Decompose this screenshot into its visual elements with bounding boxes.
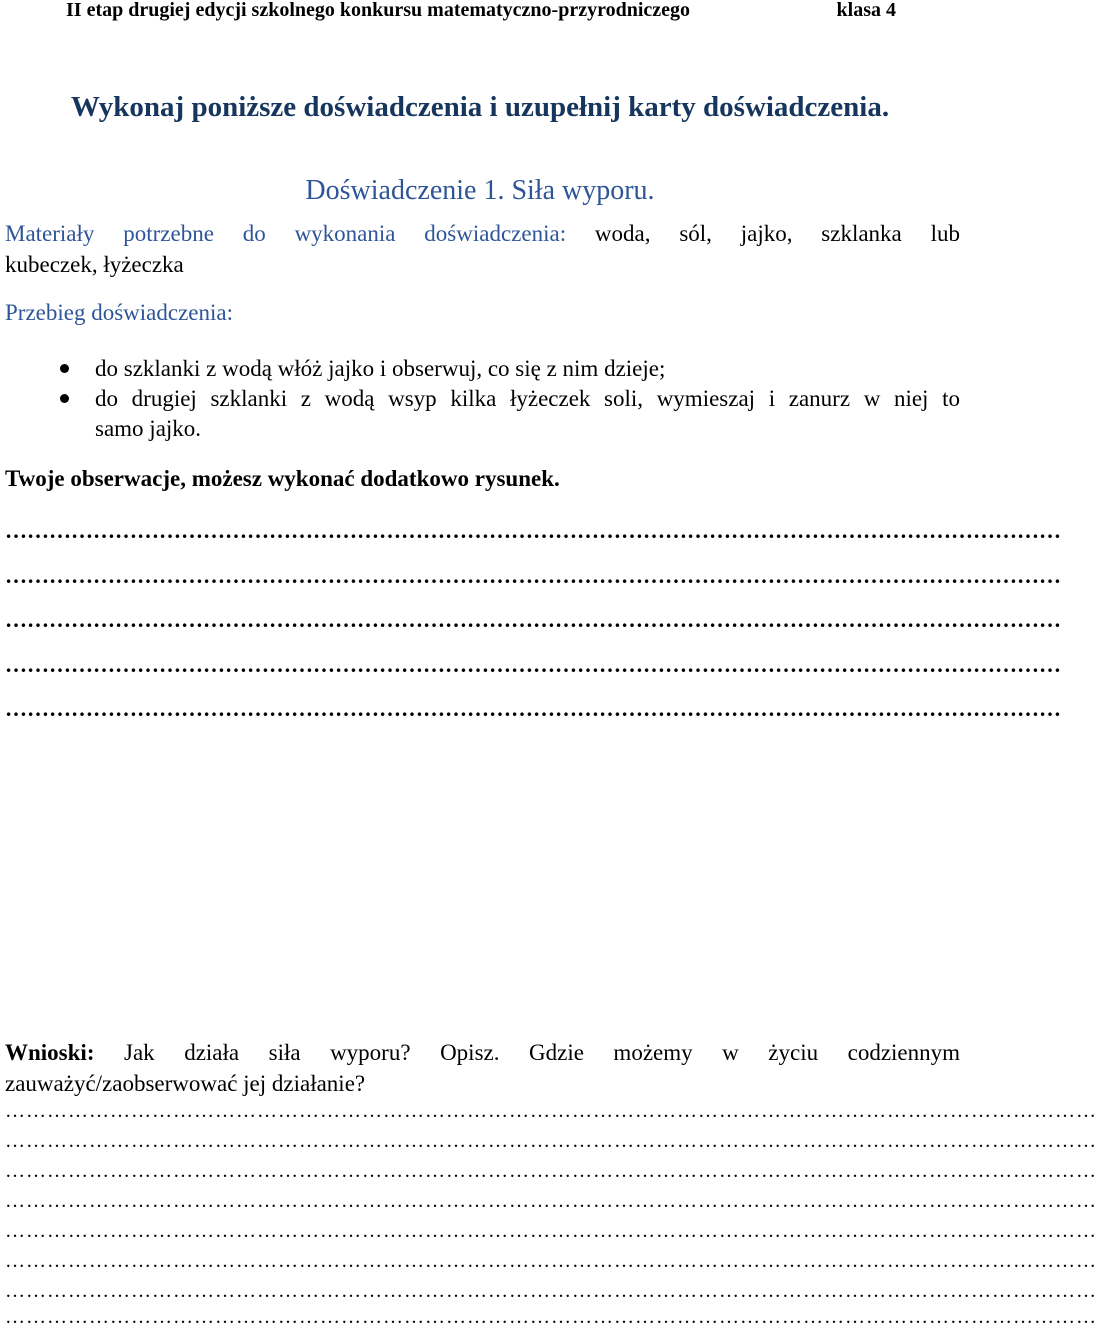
conclusion-answer-line[interactable]: ………………………………………………………………………………………………………………………………………… — [5, 1100, 1097, 1122]
observation-answer-line[interactable]: ……………………………………………………………………………………………………………………………… — [5, 652, 1061, 677]
step-2: do drugiej szklanki z wodą wsyp kilka łyżeczek soli, wymieszaj i zanurz w niej to — [95, 386, 960, 411]
grade-label: klasa 4 — [836, 0, 896, 21]
observation-answer-line[interactable]: ……………………………………………………………………………………………………………………………… — [5, 518, 1061, 543]
materials-text-continued: kubeczek, łyżeczka — [5, 252, 184, 277]
conclusion-answer-line[interactable]: ………………………………………………………………………………………………………………………………………… — [5, 1280, 1097, 1302]
conclusion-answer-line[interactable]: ………………………………………………………………………………………………………………………………………… — [5, 1250, 1097, 1272]
step-2-continued: samo jajko. — [95, 416, 202, 441]
contest-header: II etap drugiej edycji szkolnego konkursu matematyczno-przyrodniczego — [66, 0, 691, 21]
main-title: Wykonaj poniższe doświadczenia i uzupełnij karty doświadczenia. — [70, 91, 890, 123]
conclusions-line — [5, 1037, 960, 1068]
observation-answer-line[interactable]: ……………………………………………………………………………………………………………………………… — [5, 696, 1061, 721]
conclusion-answer-line[interactable]: ………………………………………………………………………………………………………………………………………… — [5, 1306, 1097, 1328]
observation-answer-line[interactable]: ……………………………………………………………………………………………………………………………… — [5, 563, 1061, 588]
conclusion-answer-line[interactable]: ………………………………………………………………………………………………………………………………………… — [5, 1220, 1097, 1242]
materials-label: Materiały potrzebne do wykonania doświadczenia: — [5, 221, 567, 246]
conclusions-question: Jak działa siła wyporu? Opisz. Gdzie możemy w życiu codziennym — [124, 1040, 961, 1065]
conclusion-answer-line[interactable]: ………………………………………………………………………………………………………………………………………… — [5, 1190, 1097, 1212]
conclusions-question-continued: zauważyć/zaobserwować jej działanie? — [5, 1071, 366, 1096]
observations-label: Twoje obserwacje, możesz wykonać dodatkowo rysunek. — [5, 466, 560, 491]
procedure-label: Przebieg doświadczenia: — [5, 300, 233, 325]
materials-line — [5, 218, 960, 249]
materials-text: woda, sól, jajko, szklanka lub — [594, 221, 960, 246]
observation-answer-line[interactable]: ……………………………………………………………………………………………………………………………… — [5, 607, 1061, 632]
bullet-icon — [60, 364, 69, 373]
conclusions-label: Wnioski: — [5, 1040, 95, 1065]
conclusion-answer-line[interactable]: ………………………………………………………………………………………………………………………………………… — [5, 1160, 1097, 1182]
step-1: do szklanki z wodą włóż jajko i obserwuj, co się z nim dzieje; — [95, 356, 666, 381]
conclusion-answer-line[interactable]: ………………………………………………………………………………………………………………………………………… — [5, 1130, 1097, 1152]
experiment-title: Doświadczenie 1. Siła wyporu. — [305, 175, 655, 206]
bullet-icon — [60, 394, 69, 403]
